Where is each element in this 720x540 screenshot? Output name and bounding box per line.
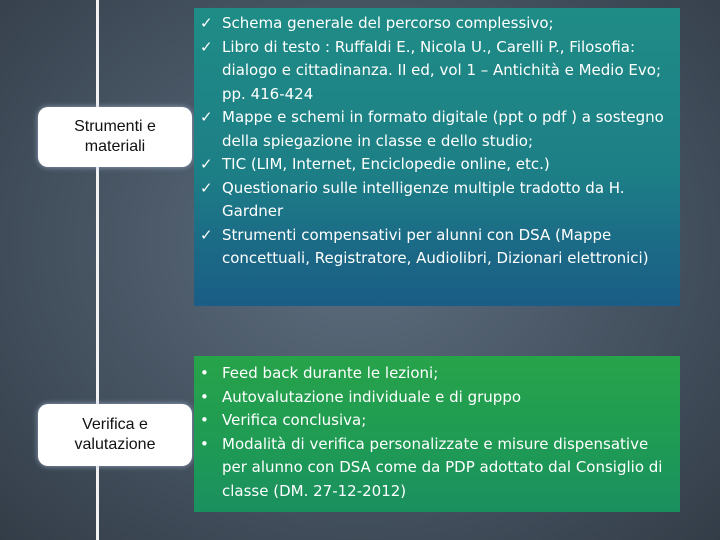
list-item: ✓ Libro di testo : Ruffaldi E., Nicola U., Carelli P., Filosofia: dialogo e cittadinanza. II ed, vol 1 – Antichità e Medio Evo; pp. 416-424 [200, 37, 661, 103]
verifica-list [194, 356, 680, 503]
checkmark-icon: ✓ [200, 225, 213, 244]
label-strumenti-line2: materiali [84, 138, 146, 155]
list-item: • Verifica conclusiva; [200, 409, 674, 433]
bullet-icon: • [200, 364, 209, 382]
list-item: ✓ Questionario sulle intelligenze multiple tradotto da H. Gardner [200, 178, 625, 220]
checkmark-icon: ✓ [200, 108, 213, 126]
label-strumenti-line1: Strumenti e [74, 118, 156, 135]
list-item: ✓ Strumenti compensativi per alunni con DSA (Mappe concettuali, Registratore, Audiolibri, Dizionari elettronici) [200, 225, 649, 267]
list-item: • Feed back durante le lezioni; [200, 362, 674, 386]
bullet-icon: • [200, 411, 209, 429]
verifica-panel [194, 356, 680, 512]
checkmark-icon: ✓ [200, 14, 213, 32]
list-item: ✓ Mappe e schemi in formato digitale (ppt o pdf ) a sostegno della spiegazione in classe e dello studio; [200, 108, 664, 150]
label-verifica-line2: valutazione [74, 436, 156, 453]
list-item: • Modalità di verifica personalizzate e misure dispensative per alunno con DSA come da PDP adottato dal Consiglio di classe (DM. 27-12-2012) [200, 434, 663, 500]
list-item: ✓ Schema generale del percorso complessivo; [200, 12, 674, 36]
label-verifica-valutazione [38, 404, 192, 466]
bullet-icon: • [200, 434, 209, 453]
checkmark-icon: ✓ [200, 178, 213, 197]
checkmark-icon: ✓ [200, 37, 213, 56]
bullet-icon: • [200, 387, 209, 406]
list-item: ✓ TIC (LIM, Internet, Enciclopedie online, etc.) [200, 153, 674, 177]
strumenti-panel [194, 8, 680, 306]
label-strumenti-materiali [38, 107, 192, 167]
strumenti-list [194, 8, 680, 271]
list-item: • Autovalutazione individuale e di gruppo [200, 386, 674, 410]
checkmark-icon: ✓ [200, 155, 213, 173]
label-verifica-line1: Verifica e [82, 416, 148, 433]
